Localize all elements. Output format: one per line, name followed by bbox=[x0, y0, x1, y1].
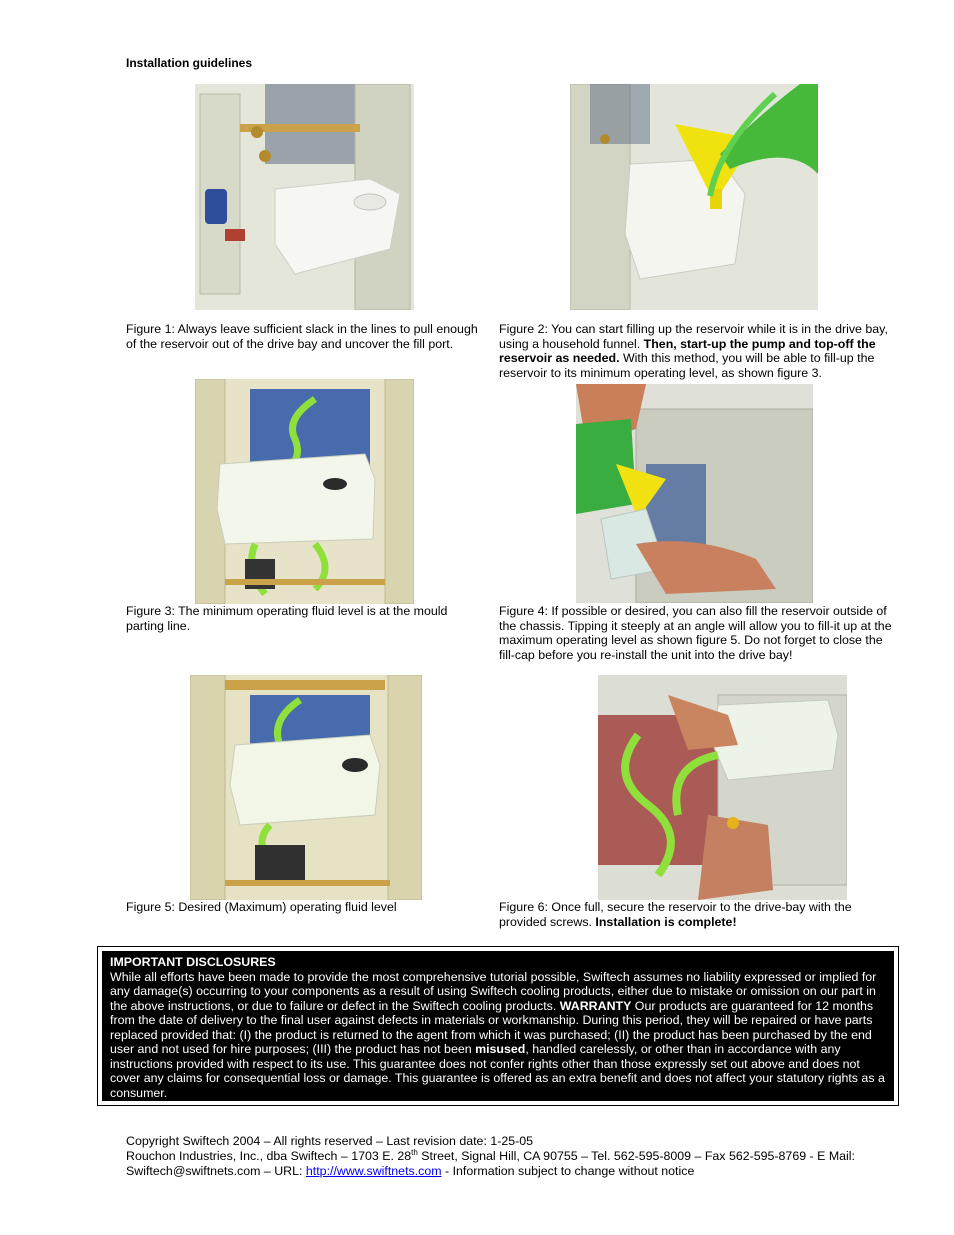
figure-4-photo bbox=[576, 384, 813, 603]
figure-6-caption: Figure 6: Once full, secure the reservoir to the drive-bay with the provided screws. Installation is complete! bbox=[499, 900, 852, 929]
disclosures-panel bbox=[102, 951, 894, 1101]
page-heading: Installation guidelines bbox=[126, 56, 253, 70]
figure-1-caption: Figure 1: Always leave sufficient slack in the lines to pull enough of the reservoir out of the drive bay and uncover the fill port. bbox=[126, 322, 478, 351]
footer-url-link[interactable]: http://www.swiftnets.com bbox=[305, 1164, 442, 1178]
figure-4-caption: Figure 4: If possible or desired, you can also fill the reservoir outside of the chassis. Tipping it steeply at an angle will allow you to fill-it up at the maximum operating level as shown figure 5. Do not forget to close the fill-cap before you re-install the unit into the drive bay! bbox=[499, 604, 892, 662]
figure-2-photo bbox=[570, 84, 818, 310]
footer bbox=[126, 1134, 886, 1179]
figure-5-photo bbox=[190, 675, 422, 900]
figure-1-photo bbox=[195, 84, 414, 310]
figure-5-caption: Figure 5: Desired (Maximum) operating fluid level bbox=[126, 900, 397, 914]
footer-address: Rouchon Industries, Inc., dba Swiftech – 1703 E. 28th Street, Signal Hill, CA 90755 – Tel. 562-595-8009 – Fax 562-595-8769 - E Mail: Swiftech@swiftnets.com – URL: http://www.swiftnets.com - Information subject to change without notice bbox=[126, 1147, 855, 1178]
figure-3-caption: Figure 3: The minimum operating fluid level is at the mould parting line. bbox=[126, 604, 448, 633]
warranty-label: WARRANTY bbox=[559, 998, 632, 1013]
figure-6-photo bbox=[598, 675, 847, 900]
disclosures-title: IMPORTANT DISCLOSURES bbox=[110, 955, 276, 969]
disclosures-box bbox=[97, 946, 899, 1106]
disclosures-text: While all efforts have been made to provide the most comprehensive tutorial possible, Swiftech assumes no liability expressed or implied for any damage(s) occurring to your components as a result of using Swiftech cooling products, either due to mistake or omission on our part in the above instructions, or due to failure or defect in the Swiftech cooling products. WARRANTY Our products are guaranteed for 12 months from the date of delivery to the final user against defects in materials or workmanship. During this period, they will be repaired or have parts replaced provided that: (I) the product is returned to the agent from which it was purchased; (II) the product has been purchased by the end user and not used for hire purposes; (III) the product has not been misused, handled carelessly, or other than in accordance with any instructions provided with respect to its use. This guarantee does not confer rights other than those expressly set out above and does not cover any claims for consequential loss or damage. This guarantee is offered as an extra benefit and does not affect your statutory rights as a consumer. bbox=[110, 969, 885, 1100]
misused-label: misused bbox=[475, 1042, 526, 1056]
figure-2-caption: Figure 2: You can start filling up the reservoir while it is in the drive bay, using a household funnel. Then, start-up the pump and top-off the reservoir as needed. With this method, you will be able to fill-up the reservoir to its minimum operating level, as shown figure 3. bbox=[499, 322, 888, 380]
figure-3-photo bbox=[195, 379, 414, 604]
footer-copyright: Copyright Swiftech 2004 – All rights reserved – Last revision date: 1-25-05 bbox=[126, 1134, 534, 1148]
